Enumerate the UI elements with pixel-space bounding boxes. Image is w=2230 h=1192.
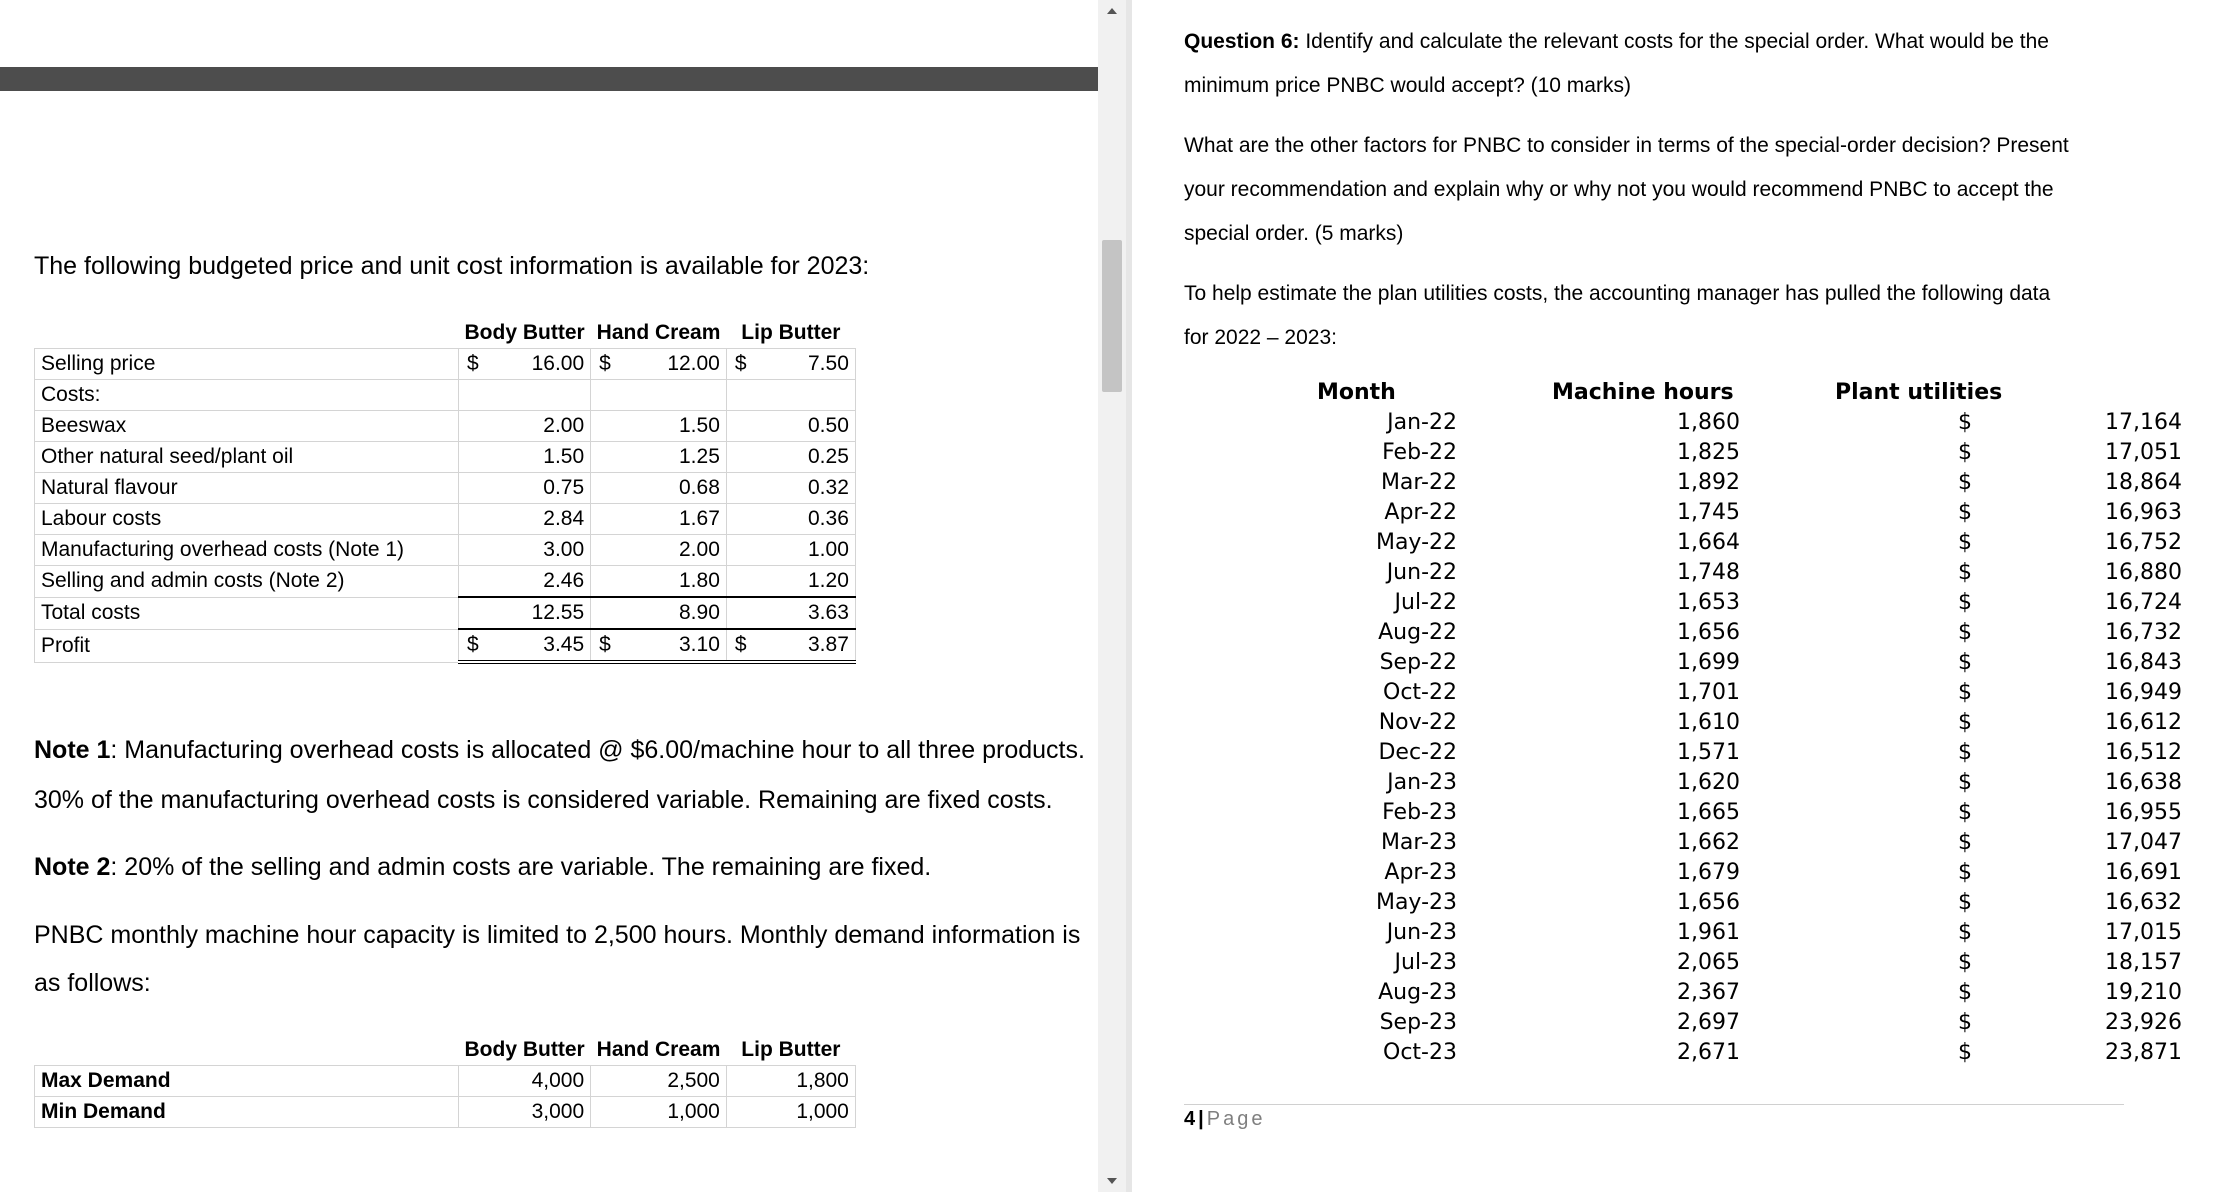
cell-value: 16.00 bbox=[531, 352, 585, 375]
machine-hours-cell: 1,860 bbox=[1677, 410, 1740, 435]
note-2-text: : 20% of the selling and admin costs are variable. The remaining are fixed. bbox=[110, 853, 932, 881]
table-row bbox=[35, 566, 856, 598]
scrollbar-thumb[interactable] bbox=[1102, 240, 1122, 392]
row-label: Selling price bbox=[35, 349, 459, 380]
page-footer bbox=[1184, 1108, 1265, 1131]
utilities-row bbox=[1132, 470, 2230, 500]
table-cell bbox=[459, 504, 591, 535]
cell-value: 2.84 bbox=[543, 507, 585, 530]
month-cell: Dec-22 bbox=[1378, 740, 1457, 765]
currency-symbol: $ bbox=[1958, 770, 1972, 795]
currency-symbol: $ bbox=[1958, 470, 1972, 495]
table-cell bbox=[591, 349, 727, 380]
utilities-row bbox=[1132, 560, 2230, 590]
currency-symbol: $ bbox=[1958, 950, 1972, 975]
plant-utilities-cell: 16,963 bbox=[2105, 500, 2182, 525]
currency-symbol: $ bbox=[599, 633, 611, 656]
utilities-row bbox=[1132, 500, 2230, 530]
currency-symbol: $ bbox=[1958, 530, 1972, 555]
right-document-page bbox=[1132, 0, 2230, 1192]
currency-symbol: $ bbox=[1958, 890, 1972, 915]
column-header: Lip Butter bbox=[741, 321, 841, 344]
cell-value: 1.50 bbox=[679, 414, 720, 437]
utilities-row bbox=[1132, 410, 2230, 440]
plant-utilities-cell: 16,724 bbox=[2105, 590, 2182, 615]
month-cell: Apr-22 bbox=[1384, 500, 1457, 525]
footer-separator: | bbox=[1198, 1108, 1204, 1130]
month-cell: Nov-22 bbox=[1378, 710, 1457, 735]
capacity-text-line-2: as follows: bbox=[34, 969, 151, 997]
plant-utilities-cell: 18,864 bbox=[2105, 470, 2182, 495]
plant-utilities-cell: 16,638 bbox=[2105, 770, 2182, 795]
column-header: Hand Cream bbox=[596, 1038, 721, 1061]
currency-symbol: $ bbox=[1958, 1040, 1972, 1065]
table-cell bbox=[591, 380, 727, 411]
cell-value: 3.87 bbox=[808, 633, 849, 656]
cost-table bbox=[34, 318, 856, 664]
month-cell: Aug-23 bbox=[1378, 980, 1457, 1005]
cell-value: 3.00 bbox=[543, 538, 585, 561]
table-cell bbox=[726, 504, 855, 535]
plant-utilities-cell: 16,732 bbox=[2105, 620, 2182, 645]
cell-value: 1.25 bbox=[679, 445, 720, 468]
plant-utilities-cell: 17,047 bbox=[2105, 830, 2182, 855]
table-cell bbox=[591, 535, 727, 566]
column-header: Lip Butter bbox=[741, 1038, 841, 1061]
cell-value: 0.68 bbox=[679, 476, 720, 499]
currency-symbol: $ bbox=[1958, 650, 1972, 675]
machine-hours-cell: 1,892 bbox=[1677, 470, 1740, 495]
row-label: Manufacturing overhead costs (Note 1) bbox=[35, 535, 459, 566]
machine-hours-cell: 1,662 bbox=[1677, 830, 1740, 855]
other-factors-line-2: your recommendation and explain why or why not you would recommend PNBC to accept the bbox=[1184, 178, 2054, 201]
utilities-row bbox=[1132, 710, 2230, 740]
utilities-row bbox=[1132, 740, 2230, 770]
table-cell bbox=[459, 535, 591, 566]
capacity-text-line-1: PNBC monthly machine hour capacity is limited to 2,500 hours. Monthly demand information is bbox=[34, 921, 1081, 949]
month-cell: Feb-22 bbox=[1382, 440, 1457, 465]
table-row bbox=[35, 411, 856, 442]
cell-value: 0.32 bbox=[808, 476, 849, 499]
vertical-scrollbar[interactable] bbox=[1098, 0, 1126, 1192]
plant-utilities-cell: 16,632 bbox=[2105, 890, 2182, 915]
utilities-row bbox=[1132, 440, 2230, 470]
currency-symbol: $ bbox=[1958, 1010, 1972, 1035]
utilities-row bbox=[1132, 980, 2230, 1010]
table-cell bbox=[726, 442, 855, 473]
cell-value: 1.00 bbox=[808, 538, 849, 561]
utilities-row bbox=[1132, 1040, 2230, 1070]
chevron-up-icon[interactable] bbox=[1107, 8, 1117, 14]
table-cell bbox=[726, 629, 855, 662]
table-cell bbox=[726, 380, 855, 411]
plant-utilities-cell: 16,512 bbox=[2105, 740, 2182, 765]
machine-hours-cell: 1,825 bbox=[1677, 440, 1740, 465]
cell-value: 1.20 bbox=[808, 569, 849, 592]
plant-utilities-cell: 18,157 bbox=[2105, 950, 2182, 975]
cell-value: 0.75 bbox=[543, 476, 585, 499]
currency-symbol: $ bbox=[1958, 740, 1972, 765]
table-cell: 2,500 bbox=[591, 1066, 727, 1097]
month-cell: Aug-22 bbox=[1378, 620, 1457, 645]
plant-utilities-cell: 16,955 bbox=[2105, 800, 2182, 825]
row-label: Natural flavour bbox=[35, 473, 459, 504]
row-label: Labour costs bbox=[35, 504, 459, 535]
month-cell: Oct-22 bbox=[1383, 680, 1457, 705]
footer-divider bbox=[1184, 1104, 2124, 1105]
table-cell bbox=[591, 566, 727, 598]
table-row bbox=[35, 535, 856, 566]
plant-utilities-cell: 16,843 bbox=[2105, 650, 2182, 675]
note-1-text: : Manufacturing overhead costs is allocated @ $6.00/machine hour to all three products. bbox=[110, 736, 1085, 764]
cell-value: 2.00 bbox=[679, 538, 720, 561]
machine-hours-cell: 1,679 bbox=[1677, 860, 1740, 885]
cell-value: 1.80 bbox=[679, 569, 720, 592]
table-cell bbox=[591, 504, 727, 535]
demand-table bbox=[34, 1035, 856, 1128]
machine-hours-cell: 1,701 bbox=[1677, 680, 1740, 705]
currency-symbol: $ bbox=[1958, 860, 1972, 885]
table-row bbox=[35, 1097, 856, 1128]
note-1-label: Note 1 bbox=[34, 736, 111, 764]
table-cell bbox=[726, 349, 855, 380]
cell-value: 7.50 bbox=[808, 352, 849, 375]
table-row bbox=[35, 597, 856, 629]
table-row bbox=[35, 629, 856, 662]
table-cell bbox=[459, 349, 591, 380]
utilities-row bbox=[1132, 890, 2230, 920]
cell-value: 2.00 bbox=[543, 414, 585, 437]
table-cell bbox=[726, 535, 855, 566]
plant-utilities-cell: 23,871 bbox=[2105, 1040, 2182, 1065]
left-document-page bbox=[0, 0, 1098, 1192]
cell-value: 8.90 bbox=[679, 601, 720, 624]
month-cell: Jul-23 bbox=[1394, 950, 1457, 975]
plant-utilities-cell: 19,210 bbox=[2105, 980, 2182, 1005]
row-label: Total costs bbox=[35, 597, 459, 629]
month-cell: May-23 bbox=[1375, 890, 1457, 915]
note-1 bbox=[34, 736, 1085, 765]
machine-hours-cell: 2,671 bbox=[1677, 1040, 1740, 1065]
machine-hours-cell: 1,745 bbox=[1677, 500, 1740, 525]
table-cell bbox=[591, 411, 727, 442]
utilities-row bbox=[1132, 800, 2230, 830]
table-row bbox=[35, 442, 856, 473]
machine-hours-cell: 2,065 bbox=[1677, 950, 1740, 975]
currency-symbol: $ bbox=[1958, 620, 1972, 645]
table-cell: 1,800 bbox=[726, 1066, 855, 1097]
note-2-label: Note 2 bbox=[34, 853, 111, 881]
currency-symbol: $ bbox=[467, 352, 479, 375]
cell-value: 3.45 bbox=[543, 633, 585, 656]
month-cell: Jan-22 bbox=[1387, 410, 1457, 435]
table-cell bbox=[591, 597, 727, 629]
question-6-line-1 bbox=[1184, 20, 2049, 64]
machine-hours-cell: 1,699 bbox=[1677, 650, 1740, 675]
utilities-row bbox=[1132, 650, 2230, 680]
utilities-row bbox=[1132, 860, 2230, 890]
page-label: Page bbox=[1206, 1108, 1266, 1130]
header-spacer bbox=[35, 1035, 459, 1066]
currency-symbol: $ bbox=[1958, 500, 1972, 525]
table-cell bbox=[591, 473, 727, 504]
currency-symbol: $ bbox=[467, 633, 479, 656]
table-row bbox=[35, 1066, 856, 1097]
table-cell: 4,000 bbox=[459, 1066, 591, 1097]
month-cell: Apr-23 bbox=[1384, 860, 1457, 885]
plant-utilities-cell: 17,164 bbox=[2105, 410, 2182, 435]
machine-hours-cell: 2,697 bbox=[1677, 1010, 1740, 1035]
cell-value: 2.46 bbox=[543, 569, 585, 592]
table-row bbox=[35, 504, 856, 535]
month-cell: May-22 bbox=[1375, 530, 1457, 555]
table-cell bbox=[726, 473, 855, 504]
table-cell: 3,000 bbox=[459, 1097, 591, 1128]
plant-utilities-cell: 23,926 bbox=[2105, 1010, 2182, 1035]
table-row bbox=[35, 380, 856, 411]
currency-symbol: $ bbox=[1958, 410, 1972, 435]
table-cell bbox=[459, 597, 591, 629]
table-cell bbox=[591, 629, 727, 662]
column-header: Body Butter bbox=[464, 1038, 585, 1061]
machine-hours-cell: 1,571 bbox=[1677, 740, 1740, 765]
month-cell: Jun-22 bbox=[1386, 560, 1457, 585]
currency-symbol: $ bbox=[1958, 590, 1972, 615]
cell-value: 1.67 bbox=[679, 507, 720, 530]
table-cell bbox=[459, 411, 591, 442]
utilities-row bbox=[1132, 680, 2230, 710]
other-factors-line-3: special order. (5 marks) bbox=[1184, 222, 1404, 245]
currency-symbol: $ bbox=[1958, 800, 1972, 825]
machine-hours-cell: 1,656 bbox=[1677, 890, 1740, 915]
table-cell bbox=[726, 411, 855, 442]
table-cell bbox=[459, 566, 591, 598]
header-plant-utilities: Plant utilities bbox=[1835, 380, 2003, 405]
utilities-row bbox=[1132, 770, 2230, 800]
page-top-band bbox=[0, 67, 1098, 91]
table-cell: 1,000 bbox=[591, 1097, 727, 1128]
utilities-row bbox=[1132, 1010, 2230, 1040]
machine-hours-cell: 1,656 bbox=[1677, 620, 1740, 645]
row-label: Max Demand bbox=[35, 1066, 459, 1097]
utilities-row bbox=[1132, 920, 2230, 950]
plant-utilities-cell: 16,949 bbox=[2105, 680, 2182, 705]
table-row bbox=[35, 473, 856, 504]
currency-symbol: $ bbox=[734, 352, 747, 375]
plant-utilities-cell: 16,752 bbox=[2105, 530, 2182, 555]
table-row bbox=[35, 349, 856, 380]
currency-symbol: $ bbox=[1958, 830, 1972, 855]
question-6-line-2: minimum price PNBC would accept? (10 marks) bbox=[1184, 74, 1631, 97]
machine-hours-cell: 1,664 bbox=[1677, 530, 1740, 555]
question-6-text: Identify and calculate the relevant costs for the special order. What would be the bbox=[1299, 30, 2049, 53]
cell-value: 3.63 bbox=[808, 601, 849, 624]
table-cell bbox=[726, 566, 855, 598]
currency-symbol: $ bbox=[1958, 680, 1972, 705]
help-text-line-1: To help estimate the plan utilities costs, the accounting manager has pulled the following data bbox=[1184, 282, 2051, 305]
plant-utilities-cell: 17,015 bbox=[2105, 920, 2182, 945]
other-factors-line-1: What are the other factors for PNBC to consider in terms of the special-order decision? Present bbox=[1184, 134, 2069, 157]
cell-value: 12.00 bbox=[667, 352, 720, 375]
currency-symbol: $ bbox=[734, 633, 747, 656]
plant-utilities-cell: 16,691 bbox=[2105, 860, 2182, 885]
plant-utilities-cell: 16,612 bbox=[2105, 710, 2182, 735]
intro-text: The following budgeted price and unit cost information is available for 2023: bbox=[34, 252, 870, 280]
table-cell bbox=[459, 380, 591, 411]
table-cell: 1,000 bbox=[726, 1097, 855, 1128]
currency-symbol: $ bbox=[1958, 980, 1972, 1005]
machine-hours-cell: 2,367 bbox=[1677, 980, 1740, 1005]
plant-utilities-cell: 16,880 bbox=[2105, 560, 2182, 585]
utilities-row bbox=[1132, 950, 2230, 980]
cell-value: 12.55 bbox=[531, 601, 585, 624]
row-label: Other natural seed/plant oil bbox=[35, 442, 459, 473]
currency-symbol: $ bbox=[1958, 710, 1972, 735]
cell-value: 3.10 bbox=[679, 633, 720, 656]
row-label: Beeswax bbox=[35, 411, 459, 442]
machine-hours-cell: 1,961 bbox=[1677, 920, 1740, 945]
utilities-row bbox=[1132, 530, 2230, 560]
month-cell: Mar-23 bbox=[1380, 830, 1457, 855]
row-label: Min Demand bbox=[35, 1097, 459, 1128]
machine-hours-cell: 1,748 bbox=[1677, 560, 1740, 585]
cell-value: 1.50 bbox=[543, 445, 585, 468]
machine-hours-cell: 1,620 bbox=[1677, 770, 1740, 795]
cell-value: 0.36 bbox=[808, 507, 849, 530]
table-cell bbox=[591, 442, 727, 473]
month-cell: Feb-23 bbox=[1382, 800, 1457, 825]
machine-hours-cell: 1,610 bbox=[1677, 710, 1740, 735]
table-cell bbox=[459, 442, 591, 473]
utilities-row bbox=[1132, 590, 2230, 620]
utilities-row bbox=[1132, 830, 2230, 860]
month-cell: Oct-23 bbox=[1383, 1040, 1457, 1065]
row-label: Costs: bbox=[35, 380, 459, 411]
month-cell: Jan-23 bbox=[1387, 770, 1457, 795]
note-1-line-2: 30% of the manufacturing overhead costs is considered variable. Remaining are fixed costs. bbox=[34, 786, 1053, 814]
month-cell: Jun-23 bbox=[1386, 920, 1457, 945]
month-cell: Sep-22 bbox=[1379, 650, 1457, 675]
plant-utilities-cell: 17,051 bbox=[2105, 440, 2182, 465]
table-cell bbox=[459, 629, 591, 662]
currency-symbol: $ bbox=[1958, 440, 1972, 465]
utilities-row bbox=[1132, 620, 2230, 650]
table-cell bbox=[459, 473, 591, 504]
cell-value: 0.25 bbox=[808, 445, 849, 468]
month-cell: Jul-22 bbox=[1394, 590, 1457, 615]
currency-symbol: $ bbox=[599, 352, 611, 375]
machine-hours-cell: 1,653 bbox=[1677, 590, 1740, 615]
column-header: Body Butter bbox=[464, 321, 585, 344]
row-label: Profit bbox=[35, 629, 459, 662]
header-month: Month bbox=[1317, 380, 1396, 405]
currency-symbol: $ bbox=[1958, 920, 1972, 945]
month-cell: Mar-22 bbox=[1380, 470, 1457, 495]
cell-value: 0.50 bbox=[808, 414, 849, 437]
row-label: Selling and admin costs (Note 2) bbox=[35, 566, 459, 598]
header-machine-hours: Machine hours bbox=[1552, 380, 1734, 405]
table-cell bbox=[726, 597, 855, 629]
chevron-down-icon[interactable] bbox=[1107, 1178, 1117, 1184]
help-text-line-2: for 2022 – 2023: bbox=[1184, 326, 1337, 349]
note-2 bbox=[34, 853, 931, 882]
header-spacer bbox=[35, 318, 459, 349]
page-number: 4 bbox=[1184, 1108, 1196, 1130]
month-cell: Sep-23 bbox=[1379, 1010, 1457, 1035]
column-header: Hand Cream bbox=[596, 321, 721, 344]
question-6-label: Question 6: bbox=[1184, 30, 1300, 53]
currency-symbol: $ bbox=[1958, 560, 1972, 585]
machine-hours-cell: 1,665 bbox=[1677, 800, 1740, 825]
